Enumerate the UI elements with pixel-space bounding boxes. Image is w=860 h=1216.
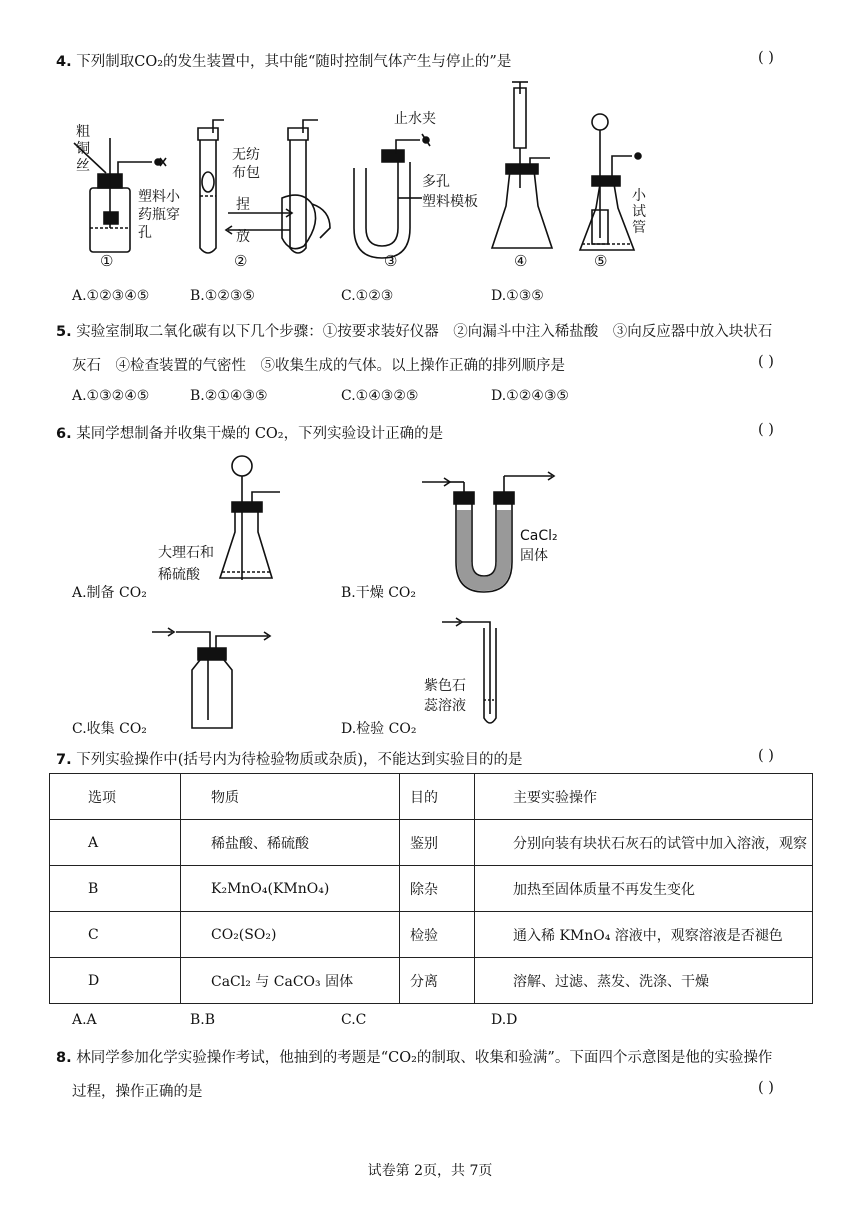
table-cell: 分别向装有块状石灰石的试管中加入溶液，观察 xyxy=(475,820,813,866)
table-cell: A xyxy=(50,820,181,866)
table-cell: 溶解、过滤、蒸发、洗涤、干燥 xyxy=(475,958,813,1004)
q4-text: 下列制取CO₂的发生装置中，其中能“随时控制气体产生与停止的”是 xyxy=(76,54,512,70)
q5-text-line1: 实验室制取二氧化碳有以下几个步骤：①按要求装好仪器 ②向漏斗中注入稀盐酸 ③向反应器中放入块状石 xyxy=(76,324,773,340)
q6-figure-a-flask xyxy=(200,452,310,588)
q4-label-squeeze: 捏 xyxy=(236,197,250,213)
table-cell: 加热至固体质量不再发生变化 xyxy=(475,866,813,912)
table-header-row xyxy=(50,774,813,820)
q7-option-d[interactable]: D.D xyxy=(491,1012,518,1028)
table-cell: CaCl₂ 与 CaCO₃ 固体 xyxy=(181,958,400,1004)
q5-answer-bracket: ( ) xyxy=(758,354,774,370)
table-row xyxy=(50,866,813,912)
table-header-cell: 选项 xyxy=(50,774,181,820)
q7-number: 7. xyxy=(56,752,72,768)
q4-number: 4. xyxy=(56,54,72,70)
q4-label-nonwoven: 无纺 布包 xyxy=(232,147,260,181)
q4-option-a[interactable]: A.①②③④⑤ xyxy=(72,288,150,304)
table-row xyxy=(50,912,813,958)
table-cell: 鉴别 xyxy=(400,820,475,866)
q6-option-d[interactable]: D.检验 CO₂ xyxy=(341,721,417,737)
q4-answer-bracket: ( ) xyxy=(758,50,774,66)
q4-stem xyxy=(56,50,511,71)
q4-figure-number-1: ① xyxy=(100,252,114,270)
table-header-cell: 目的 xyxy=(400,774,475,820)
q6-label-litmus: 紫色石 蕊溶液 xyxy=(424,678,466,714)
q5-text-line2: 灰石 ④检查装置的气密性 ⑤收集生成的气体。以上操作正确的排列顺序是 xyxy=(72,358,565,374)
table-header-cell: 物质 xyxy=(181,774,400,820)
q4-label-release: 放 xyxy=(236,229,250,245)
table-row xyxy=(50,820,813,866)
q4-option-d[interactable]: D.①③⑤ xyxy=(491,288,544,304)
q5-option-d[interactable]: D.①②④③⑤ xyxy=(491,388,569,404)
q4-label-plate: 多孔 塑料模板 xyxy=(422,174,478,210)
table-row xyxy=(50,958,813,1004)
q8-number: 8. xyxy=(56,1050,72,1066)
q7-option-a[interactable]: A.A xyxy=(72,1012,97,1028)
q7-answer-bracket: ( ) xyxy=(758,748,774,764)
q4-label-small-tube: 小 试 管 xyxy=(632,188,646,236)
q7-text: 下列实验操作中(括号内为待检验物质或杂质)，不能达到实验目的的是 xyxy=(76,752,523,768)
q6-option-c[interactable]: C.收集 CO₂ xyxy=(72,721,147,737)
q4-apparatus-figure xyxy=(60,78,660,278)
q4-figure-number-4: ④ xyxy=(514,252,528,270)
q5-option-c[interactable]: C.①④③②⑤ xyxy=(341,388,419,404)
table-cell: 除杂 xyxy=(400,866,475,912)
q6-option-a[interactable]: A.制备 CO₂ xyxy=(72,585,147,601)
q4-option-c[interactable]: C.①②③ xyxy=(341,288,394,304)
q6-option-b[interactable]: B.干燥 CO₂ xyxy=(341,585,416,601)
q6-label-marble-acid: 大理石和 稀硫酸 xyxy=(158,545,214,583)
q5-stem-line1 xyxy=(56,320,772,341)
table-cell: 稀盐酸、稀硫酸 xyxy=(181,820,400,866)
q4-figure-number-2: ② xyxy=(234,252,248,270)
q4-label-copper-wire: 粗 铜 丝 xyxy=(76,124,90,174)
q7-option-b[interactable]: B.B xyxy=(190,1012,216,1028)
q5-option-b[interactable]: B.②①④③⑤ xyxy=(190,388,268,404)
table-cell: 通入稀 KMnO₄ 溶液中，观察溶液是否褪色 xyxy=(475,912,813,958)
q5-option-a[interactable]: A.①③②④⑤ xyxy=(72,388,150,404)
q7-option-c[interactable]: C.C xyxy=(341,1012,367,1028)
table-cell: C xyxy=(50,912,181,958)
q4-figure-number-5: ⑤ xyxy=(594,252,608,270)
table-cell: K₂MnO₄(KMnO₄) xyxy=(181,866,400,912)
table-cell: CO₂(SO₂) xyxy=(181,912,400,958)
q8-text-line1: 林同学参加化学实验操作考试，他抽到的考题是“CO₂的制取、收集和验满”。下面四个示意图是他的实验操作 xyxy=(76,1050,773,1066)
q6-number: 6. xyxy=(56,426,72,442)
table-cell: D xyxy=(50,958,181,1004)
q6-stem xyxy=(56,422,443,443)
q4-option-b[interactable]: B.①②③⑤ xyxy=(190,288,255,304)
table-cell: B xyxy=(50,866,181,912)
q7-table xyxy=(49,773,813,1004)
page-footer: 试卷第 2页，共 7页 xyxy=(367,1163,493,1179)
table-cell: 检验 xyxy=(400,912,475,958)
q4-figure-number-3: ③ xyxy=(384,252,398,270)
table-cell: 分离 xyxy=(400,958,475,1004)
q4-label-clamp: 止水夹 xyxy=(394,111,436,127)
q7-stem xyxy=(56,748,523,769)
q6-figure-c-bottle xyxy=(150,624,270,734)
q8-text-line2: 过程，操作正确的是 xyxy=(72,1084,203,1100)
q5-number: 5. xyxy=(56,324,72,340)
q6-figure-d-test-tube xyxy=(440,614,510,734)
q8-answer-bracket: ( ) xyxy=(758,1080,774,1096)
q4-label-bottle: 塑料小 药瓶穿 孔 xyxy=(138,189,180,241)
q6-text: 某同学想制备并收集干燥的 CO₂，下列实验设计正确的是 xyxy=(76,426,444,442)
q6-answer-bracket: ( ) xyxy=(758,422,774,438)
q8-stem-line1 xyxy=(56,1046,772,1067)
table-header-cell: 主要实验操作 xyxy=(475,774,813,820)
q6-label-cacl2: CaCl₂ 固体 xyxy=(520,528,558,564)
